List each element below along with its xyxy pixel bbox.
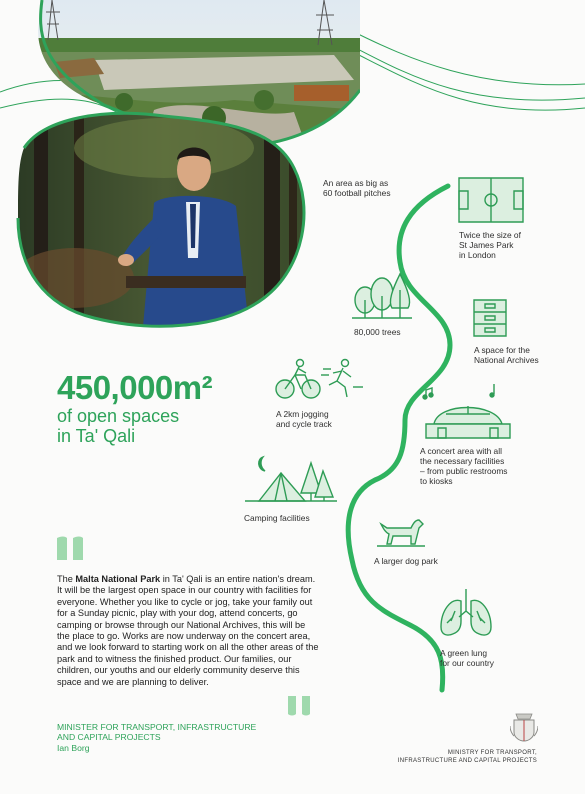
feature-jogging-label: A 2km jogging and cycle track	[276, 409, 332, 429]
lungs-icon	[437, 587, 495, 639]
footer-ministry-name: MINISTRY FOR TRANSPORT, INFRASTRUCTURE AND CAPITAL PROJECTS	[397, 750, 537, 764]
football-pitch-icon	[458, 177, 524, 223]
quote-body-text: in Ta' Qali is an entire nation's dream. It will be the largest open space in our country with facilities for everyone. Whether you like to cycle or jog, take your family out for a Sunday picnic, play with your dog, attend concerts, go camping or browse through our National Archives, this will be the place to go. Works are now underway on the concert area, and we look forward to starting work on all the other areas of the park and to witness the finished product. Our families, our children, our youths and our elderly community deserve this space and we are planning to deliver.	[57, 574, 319, 687]
minister-quote	[57, 574, 319, 688]
feature-concert-label: A concert area with all the necessary facilities – from public restrooms to kiosks	[420, 446, 508, 486]
quote-park-name: Malta National Park	[75, 574, 161, 584]
feature-camping-label: Camping facilities	[244, 513, 310, 523]
signature	[57, 722, 256, 753]
feature-trees-label: 80,000 trees	[354, 327, 401, 337]
open-quote-mark	[55, 534, 87, 564]
close-quote-mark	[286, 694, 314, 718]
signature-role: MINISTER FOR TRANSPORT, INFRASTRUCTURE AND CAPITAL PROJECTS	[57, 722, 257, 743]
headline-subtitle: of open spaces in Ta' Qali	[57, 406, 180, 446]
feature-dog-park-label: A larger dog park	[374, 556, 438, 566]
dog-icon	[377, 514, 425, 550]
concert-dome-icon	[422, 384, 514, 440]
headline	[57, 370, 212, 446]
trees-icon	[352, 270, 412, 320]
feature-st-james-label: Twice the size of St James Park in London	[459, 230, 521, 260]
quote-lead: The	[57, 574, 76, 584]
signature-name: Ian Borg	[57, 742, 90, 753]
filing-cabinet-icon	[470, 298, 510, 338]
feature-archives-label: A space for the National Archives	[474, 345, 539, 365]
camping-tent-icon	[245, 453, 337, 505]
speaker-photo	[14, 108, 314, 338]
ministry-crest	[510, 712, 538, 742]
headline-area-figure: 450,000m²	[57, 369, 213, 406]
cycling-jogging-icon	[273, 357, 365, 401]
feature-football-label: An area as big as 60 football pitches	[323, 178, 391, 198]
feature-green-lung-label: A green lung for our country	[440, 648, 494, 668]
